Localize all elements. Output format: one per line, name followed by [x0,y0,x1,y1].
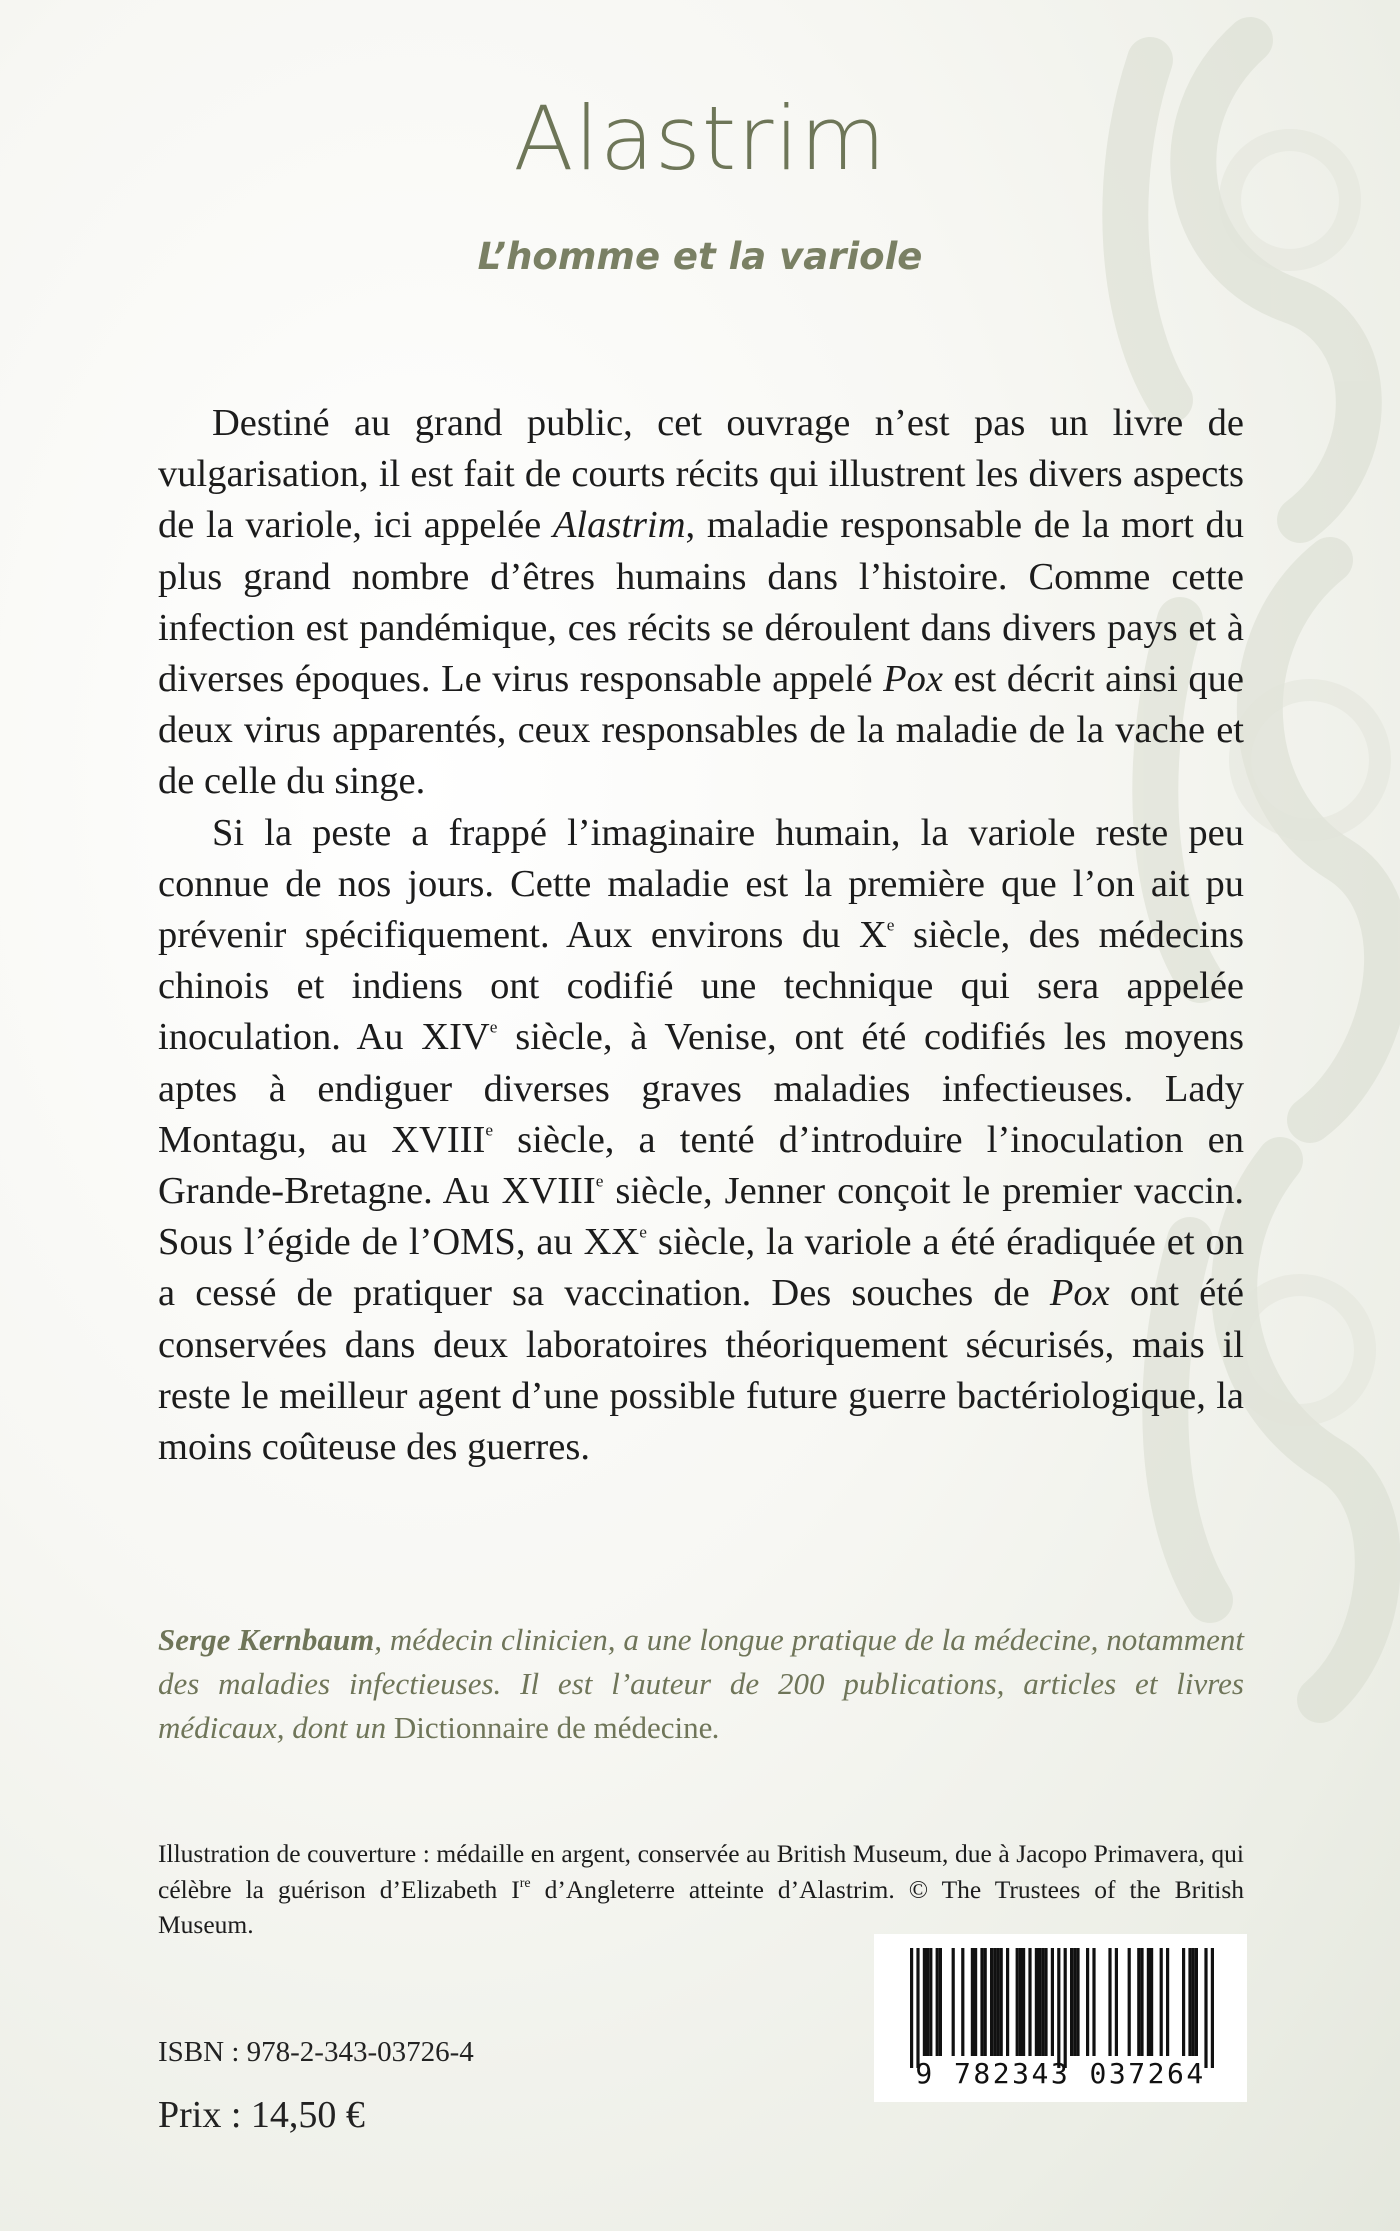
superscript-e: e [595,1171,604,1191]
price-label: Prix : 14,50 € [158,2094,365,2136]
barcode-bar [1016,1948,1019,2056]
superscript-re: re [519,1875,531,1891]
author-bio-text-a: , médecin clinicien, a une longue pratique de la médecine, notamment des maladies infectieuses. Il est l’auteur de 200 publications, articles et livres médicaux, dont un [158,1622,1244,1745]
barcode-bar [1000,1948,1003,2056]
barcode-bar [1044,1948,1047,2056]
barcode-bar [1064,1948,1067,2068]
illustration-credit-text-a: Illustration de couverture : médaille en argent, conservée au British Museum, due à Jacopo Primavera, qui célèbre la guérison d’Elizabeth I [158,1839,1244,1904]
barcode [874,1934,1247,2102]
blurb-p1-text-b: , maladie responsable de la mort du plus grand nombre d’êtres humains dans l’histoire. Comme cette infection est pandémique, ces récits se déroulent dans divers pays et à diverses époques. Le virus responsable appelé [158,504,1244,701]
barcode-bar [1140,1948,1143,2056]
barcode-bar [1035,1948,1038,2056]
superscript-e: e [639,1222,647,1242]
barcode-bar [1057,1948,1060,2068]
book-subtitle: L’homme et la variole [477,235,923,278]
superscript-e: e [489,1017,498,1037]
barcode-bar [1076,1948,1079,2056]
barcode-bar [939,1948,942,2056]
barcode-bar [1204,1948,1207,2068]
superscript-e: e [485,1120,494,1140]
blurb-p1-text-a: Destiné au grand public, cet ouvrage n’est pas un livre de vulgarisation, il est fait de courts récits qui illustrent les divers aspects de la variole, ici appelée [158,402,1244,547]
barcode-bar [1147,1948,1150,2056]
barcode-bar [1041,1948,1044,2056]
barcode-bar [926,1948,929,2056]
barcode-bar [952,1948,955,2056]
barcode-bar [1022,1948,1025,2056]
blurb-paragraph-1 [158,398,1244,808]
barcode-bar [1028,1948,1031,2056]
author-name: Serge Kernbaum [158,1622,375,1657]
barcode-bar [1038,1948,1041,2056]
barcode-bar [1166,1948,1169,2056]
barcode-bar [1073,1948,1076,2056]
barcode-bar [1195,1948,1198,2056]
blurb-p1-pox: Pox [883,658,944,701]
barcode-bar [910,1948,913,2068]
barcode-bar [974,1948,977,2056]
barcode-bar [971,1948,974,2056]
blurb-p2-text-e: siècle, Jenner conçoit le premier vaccin. Sous l’égide de l’OMS, au XX [158,1170,1244,1264]
barcode-bar [1188,1948,1191,2056]
barcode-bar [1092,1948,1095,2056]
barcode-bar [996,1948,999,2056]
barcode-bar [1137,1948,1140,2056]
author-bio-text-b: . [712,1710,721,1745]
barcode-bar [1128,1948,1131,2056]
barcode-bar [990,1948,993,2056]
illustration-credit [158,1836,1244,1943]
barcode-bar [1051,1948,1054,2056]
blurb-p2-text-d: siècle, a tenté d’introduire l’inoculation en Grande-Bretagne. Au XVIII [158,1118,1244,1213]
barcode-bar [1150,1948,1153,2056]
barcode-bar [916,1948,919,2068]
barcode-bar [961,1948,964,2056]
barcode-bar [1182,1948,1185,2056]
blurb-p1-alastrim: Alastrim [552,504,686,547]
barcode-bar [1192,1948,1195,2056]
isbn-label: ISBN : 978-2-343-03726-4 [158,2036,474,2068]
barcode-bar [1108,1948,1111,2056]
blurb-text [158,398,1244,1473]
barcode-bar [1115,1948,1118,2056]
barcode-bar [993,1948,996,2056]
blurb-p2-text-g: ont été conservées dans deux laboratoires théoriquement sécurisés, mais il reste le meilleur agent d’une possible future guerre bactériologique, la moins coûteuse des guerres. [158,1272,1244,1469]
blurb-p2-text-c: siècle, à Venise, ont été codifiés les moyens aptes à endiguer diverses graves maladies infectieuses. Lady Montagu, au XVIII [158,1016,1245,1161]
barcode-bar [984,1948,987,2056]
barcode-bar [923,1948,926,2056]
barcode-bar [1006,1948,1009,2056]
barcode-bar [1086,1948,1089,2056]
barcode-bar [1160,1948,1163,2056]
barcode-bar [929,1948,932,2056]
author-book-title: Dictionnaire de médecine [393,1710,713,1745]
blurb-p2-pox: Pox [1049,1272,1110,1315]
barcode-bar [1211,1948,1214,2068]
author-bio [158,1618,1244,1750]
superscript-e: e [886,915,895,935]
barcode-bar [980,1948,983,2056]
barcode-bar [936,1948,939,2056]
blurb-paragraph-2 [158,808,1244,1474]
illustration-credit-text-b: d’Angleterre atteinte d’Alastrim. © The Trustees of the British Museum. [158,1874,1244,1939]
blurb-p2-text-b: siècle, des médecins chinois et indiens ont codifié une technique qui sera appelée inoculation. Au XIV [158,914,1244,1059]
book-title: Alastrim [513,87,887,190]
blurb-p1-text-c: est décrit ainsi que deux virus apparentés, ceux responsables de la maladie de la vache et de celle du singe. [158,658,1244,803]
barcode-bar [1070,1948,1073,2056]
barcode-bar [1019,1948,1022,2056]
blurb-p2-text-f: siècle, la variole a été éradiquée et on a cessé de pratiquer sa vaccination. Des souches de [158,1221,1244,1315]
barcode-digits: 9 782343 037264 [915,2057,1206,2090]
blurb-p2-text-a: Si la peste a frappé l’imaginaire humain, la variole reste peu connue de nos jours. Cette maladie est la première que l’on ait pu prévenir spécifiquement. Aux environs du X [158,811,1244,957]
